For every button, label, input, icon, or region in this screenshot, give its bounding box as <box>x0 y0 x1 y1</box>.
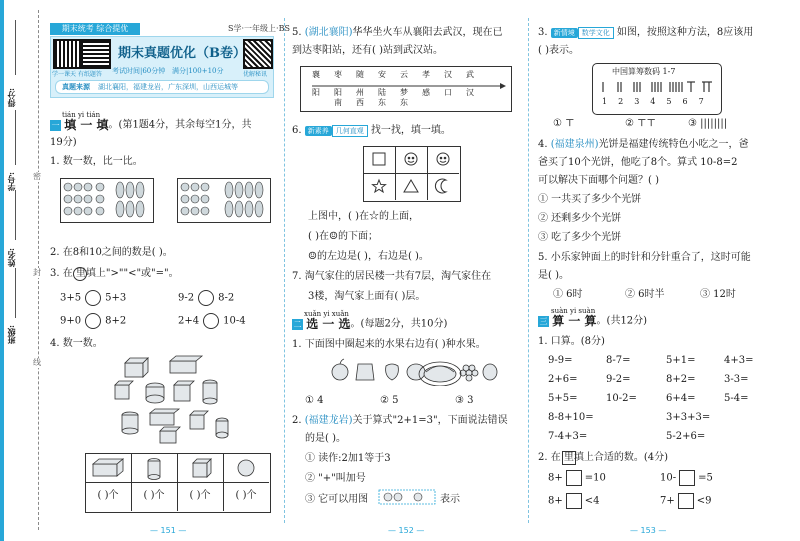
compare-row-2b <box>178 313 246 329</box>
compare-circle[interactable] <box>198 290 214 306</box>
q6-tag-new: 新素养 <box>305 126 332 136</box>
compare-left-expr: 3+5 <box>60 292 82 304</box>
fruit-row <box>328 356 498 386</box>
question-7-line-2: 3楼，淘气家上面有( )层。 <box>308 291 426 302</box>
q3-example-circle <box>73 267 87 281</box>
rod-number: 1 <box>602 97 608 106</box>
mc-question-2: 2. (福建龙岩)关于算式"2+1=3"，下面说法错误 <box>292 415 508 426</box>
sidebar-underline-3 <box>15 190 16 240</box>
station-char: 梦 <box>400 88 408 97</box>
qr-code-left[interactable] <box>53 39 83 69</box>
station-char: 枣 <box>334 70 342 79</box>
page-number-middle: — 152 — <box>388 526 425 535</box>
compare-left-expr: 2+4 <box>178 315 200 327</box>
section-1-title: 填 一 填 <box>64 118 109 132</box>
calc-question-2: 2. 在 里填上合适的数。(4分) <box>538 452 669 463</box>
station-char: 阳 <box>334 88 342 97</box>
right-question-3 <box>538 26 753 40</box>
header-title: 期末真题优化（B卷） <box>118 46 246 61</box>
r4-text: 光饼是福建传统特色小吃之一，爸 <box>598 139 749 150</box>
calc-item[interactable]: 9-2= <box>606 374 631 385</box>
fill-prefix: 10- <box>660 472 677 484</box>
column-divider-2 <box>528 18 529 523</box>
section-2-title: 选 一 选 <box>306 317 351 331</box>
mc1-option-2[interactable]: ② 5 <box>380 395 399 406</box>
r4-option-1[interactable]: ① 一共买了多少个光饼 <box>538 194 642 205</box>
q5-source-tag: (湖北襄阳) <box>304 27 353 38</box>
rod-number: 7 <box>698 97 704 106</box>
compare-left-expr: 9-2 <box>178 292 195 304</box>
solid-shapes-pile <box>110 355 240 447</box>
sidebar-underline-4 <box>15 268 16 318</box>
pinyin-section-1: tián yi tián <box>62 111 101 119</box>
section-1-desc: 。(第1题4分，其余每空1分，共 <box>108 119 252 131</box>
question-2: 2. 在8和10之间的数是( )。 <box>50 247 173 258</box>
section-2-number: 二 <box>293 319 302 329</box>
section-3-number: 三 <box>539 316 548 326</box>
fill-box[interactable] <box>566 470 582 486</box>
source-text: 湖北襄阳，福建龙岩，广东深圳，山西运城等 <box>98 83 238 91</box>
circle-face-icon <box>437 153 449 165</box>
r5-option-3[interactable]: ③ 12时 <box>700 289 736 300</box>
calc-item[interactable]: 2+6= <box>548 374 578 385</box>
qr-left-caption: 学一课天 有纸题答 <box>52 71 102 78</box>
page-number-right: — 153 — <box>630 526 667 535</box>
fill-prefix: 8+ <box>548 495 563 507</box>
station-char: 随 <box>356 70 364 79</box>
calc-item[interactable]: 4+3= <box>724 355 754 366</box>
question-6 <box>292 124 451 138</box>
q6-number: 6. <box>292 125 302 136</box>
mc1-option-1[interactable]: ① 4 <box>305 395 324 406</box>
station-char: 汉 <box>466 88 474 97</box>
right-question-4: 4. (福建泉州)光饼是福建传统特色小吃之一，爸 <box>538 139 749 150</box>
m2-text: 关于算式"2+1=3"，下面说法错误 <box>352 415 508 426</box>
question-7: 7. 淘气家住的居民楼一共有7层，淘气家住在 <box>292 271 492 282</box>
calc-item[interactable]: 5-2+6= <box>666 431 706 442</box>
time-label: 考试时间|60分钟 <box>112 67 166 75</box>
calc-item[interactable]: 7-4+3= <box>548 431 588 442</box>
calc-item[interactable]: 5+1= <box>666 355 696 366</box>
fill-box[interactable] <box>678 493 694 509</box>
score-label: 满分|100+10分 <box>172 67 224 75</box>
mc2-option-3[interactable]: ③ 它可以用图 <box>305 494 369 505</box>
section-1-heading <box>50 118 252 133</box>
pinyin-section-3: suàn yi suàn <box>551 307 596 315</box>
compare-right-expr: 10-4 <box>223 315 246 327</box>
fill-suffix: <4 <box>584 495 600 507</box>
station-char: 口 <box>444 88 452 97</box>
calc-item[interactable]: 8+2= <box>666 374 696 385</box>
sidebar-field-score[interactable]: 得分: <box>6 88 16 107</box>
station-char: 西 <box>356 98 364 107</box>
right-question-4-line-3: 可以解决下面哪个问题？( ) <box>538 175 659 186</box>
r3-text: 如图，按照这种方法，8应该用 <box>616 27 754 38</box>
calc-question-1: 1. 口算。(8分) <box>538 336 605 347</box>
mc-question-2-line-2: 的是( )。 <box>305 433 346 444</box>
right-question-5-line-2: 是( )。 <box>538 270 569 281</box>
fill-prefix: 7+ <box>660 495 675 507</box>
section-2-desc: 。(每题2分，共10分) <box>350 318 448 330</box>
count-cell-4[interactable]: ( )个 <box>235 490 257 501</box>
section-2-heading <box>292 317 447 332</box>
seal-mark-feng: 封 <box>33 268 41 277</box>
compare-right-expr: 8+2 <box>105 315 127 327</box>
rod-number: 4 <box>650 97 656 106</box>
rod-number: 3 <box>634 97 640 106</box>
page-number-value: 152 <box>398 526 414 535</box>
compare-row-2 <box>60 313 126 329</box>
m2-source-tag: (福建龙岩) <box>304 415 353 426</box>
square-icon <box>373 153 385 165</box>
r3-option-3[interactable]: ③ |||||||| <box>688 118 728 129</box>
fill-suffix: <9 <box>696 495 712 507</box>
station-top-row <box>312 70 474 80</box>
calc-item[interactable]: 8-8+10= <box>548 412 594 423</box>
r3-option-1[interactable]: ① ⊤ <box>553 118 575 129</box>
question-4: 4. 数一数。 <box>50 338 103 349</box>
q6-line-b: ( )在☺的下面； <box>308 231 378 242</box>
r4-option-2[interactable]: ② 还剩多少个光饼 <box>538 213 622 224</box>
fill-suffix: =10 <box>584 472 606 484</box>
right-question-4-line-2: 爸买了10个光饼，他吃了8个。算式 10-8=2 <box>538 157 738 168</box>
fruit-box-left-art <box>60 178 152 221</box>
qr-code-right[interactable] <box>243 39 273 69</box>
fruit-box-right-art <box>177 178 269 221</box>
r3-tag-culture: 数学文化 <box>578 27 614 39</box>
section-1-number: 一 <box>51 120 60 130</box>
r3-number: 3. <box>538 27 548 38</box>
compare-circle[interactable] <box>85 290 101 306</box>
source-prefix: 真题来源 <box>62 82 90 91</box>
q5-text: 华华坐火车从襄阳去武汉，现在已 <box>352 27 503 38</box>
station-char: 安 <box>378 70 386 79</box>
section-1-desc-2: 19分) <box>50 137 77 148</box>
calc-item[interactable]: 10-2= <box>606 393 637 404</box>
station-bottom-row <box>334 98 408 108</box>
sidebar-underline-1 <box>15 20 16 75</box>
q6-tag-geometry: 几何直观 <box>332 125 368 137</box>
station-char: 州 <box>356 88 364 97</box>
fill-row-1 <box>548 470 606 486</box>
section-3-title: 算 一 算 <box>552 314 597 328</box>
star-icon <box>373 180 386 192</box>
qr-right-caption: 优解秘讯 <box>243 71 268 78</box>
r4-source-tag: (福建泉州) <box>550 139 599 150</box>
count-cell-1[interactable]: ( )个 <box>97 490 119 501</box>
mc2-option-3-tail: 表示 <box>440 494 460 505</box>
sidebar-strip <box>0 0 4 541</box>
compare-circle[interactable] <box>85 313 101 329</box>
station-char: 东 <box>400 98 408 107</box>
calc-item[interactable]: 3+3+3= <box>666 412 711 423</box>
calc-item[interactable]: 8-7= <box>606 355 631 366</box>
sidebar-field-name[interactable]: 姓名: <box>6 248 16 267</box>
sidebar-field-class[interactable]: 班级: <box>6 325 16 344</box>
compare-row-1b <box>178 290 234 306</box>
fill-row-2b <box>660 493 712 509</box>
station-mid-row <box>312 88 474 98</box>
compare-circle[interactable] <box>203 313 219 329</box>
counting-rod-numbers <box>602 97 704 107</box>
header-badge: 期末统考 综合提优 <box>50 23 140 35</box>
rod-number: 5 <box>666 97 672 106</box>
column-divider-1 <box>284 18 285 523</box>
calc-item[interactable]: 3-3= <box>724 374 749 385</box>
calc-item[interactable]: 5-4= <box>724 393 749 404</box>
fill-box[interactable] <box>679 470 695 486</box>
calc-item[interactable]: 9-9= <box>548 355 573 366</box>
page-number-value: 153 <box>640 526 656 535</box>
question-5: 5. (湖北襄阳)华华坐火车从襄阳去武汉，现在已 <box>292 27 503 38</box>
shape-grid-icons <box>363 146 459 200</box>
compare-row-1 <box>60 290 126 306</box>
rod-number: 6 <box>682 97 688 106</box>
sidebar-underline-2 <box>15 110 16 165</box>
r5-option-2[interactable]: ② 6时半 <box>625 289 665 300</box>
station-char: 感 <box>422 88 430 97</box>
section-3-heading <box>538 314 647 329</box>
station-char: 阳 <box>312 88 320 97</box>
mc2-option-2[interactable]: ② "+"叫加号 <box>305 473 366 484</box>
seal-mark-xian: 线 <box>33 358 41 367</box>
station-char: 云 <box>400 70 408 79</box>
qr-code-left-2[interactable] <box>81 39 111 69</box>
fill-prefix: 8+ <box>548 472 563 484</box>
count-table-shapes <box>85 453 269 482</box>
compare-left-expr: 9+0 <box>60 315 82 327</box>
triangle-icon <box>404 180 418 192</box>
question-5-line-2: 到达枣阳站，还有( )站到武汉站。 <box>292 45 443 56</box>
fill-row-1b <box>660 470 713 486</box>
counting-rod-title: 中国算筹数码 1-7 <box>612 67 676 76</box>
c2-example-box <box>562 451 576 465</box>
right-question-3-line-2: ( )表示。 <box>538 45 579 56</box>
counting-rod-glyphs <box>600 80 716 94</box>
bead-diagram <box>378 487 436 507</box>
q6-line-c: ☺的左边是( )，右边是( )。 <box>308 251 429 262</box>
station-char: 东 <box>378 98 386 107</box>
calc-item[interactable]: 6+4= <box>666 393 696 404</box>
question-3: 3. 在 里填上">""<"或"="。 <box>50 268 179 279</box>
mc2-option-1[interactable]: ① 读作:2加1等于3 <box>305 453 391 464</box>
fill-box[interactable] <box>566 493 582 509</box>
r3-tag-context: 新情境 <box>551 28 578 38</box>
mc-question-1: 1. 下面图中圈起来的水果右边有( )种水果。 <box>292 339 486 350</box>
r3-option-2[interactable]: ② ⊤⊤ <box>625 118 656 129</box>
right-question-5: 5. 小乐家钟面上的时针和分针重合了，这时可能 <box>538 252 751 263</box>
mc1-option-3[interactable]: ③ 3 <box>455 395 474 406</box>
seal-mark-mi: 密 <box>33 172 41 181</box>
section-3-desc: 。(共12分) <box>596 315 648 327</box>
page-number-value: 151 <box>160 526 176 535</box>
station-char: 襄 <box>312 70 320 79</box>
station-char: 孝 <box>422 70 430 79</box>
q6-line-a: 上图中，( )在☆的上面， <box>308 211 419 222</box>
compare-right-expr: 8-2 <box>218 292 235 304</box>
r4-option-3[interactable]: ③ 吃了多少个光饼 <box>538 232 622 243</box>
station-char: 陆 <box>378 88 386 97</box>
question-1: 1. 数一数，比一比。 <box>50 156 143 167</box>
header-subject: S学·一年级上·BS <box>228 24 290 33</box>
page-number-left: — 151 — <box>150 526 187 535</box>
station-char: 武 <box>466 70 474 79</box>
sidebar-field-id[interactable]: 学号: <box>6 172 16 191</box>
station-char: 南 <box>334 98 342 107</box>
r5-option-1[interactable]: ① 6时 <box>553 289 583 300</box>
count-cell-2[interactable]: ( )个 <box>143 490 165 501</box>
fill-suffix: =5 <box>698 472 713 484</box>
fill-row-2 <box>548 493 600 509</box>
station-char: 汉 <box>444 70 452 79</box>
pinyin-section-2: xuǎn yi xuǎn <box>304 310 349 318</box>
calc-item[interactable]: 5+5= <box>548 393 578 404</box>
rod-number: 2 <box>618 97 624 106</box>
compare-right-expr: 5+3 <box>105 292 127 304</box>
q6-text: 找一找，填一填。 <box>370 125 451 136</box>
count-cell-3[interactable]: ( )个 <box>189 490 211 501</box>
smiley-icon <box>405 153 417 165</box>
moon-icon <box>435 179 446 193</box>
